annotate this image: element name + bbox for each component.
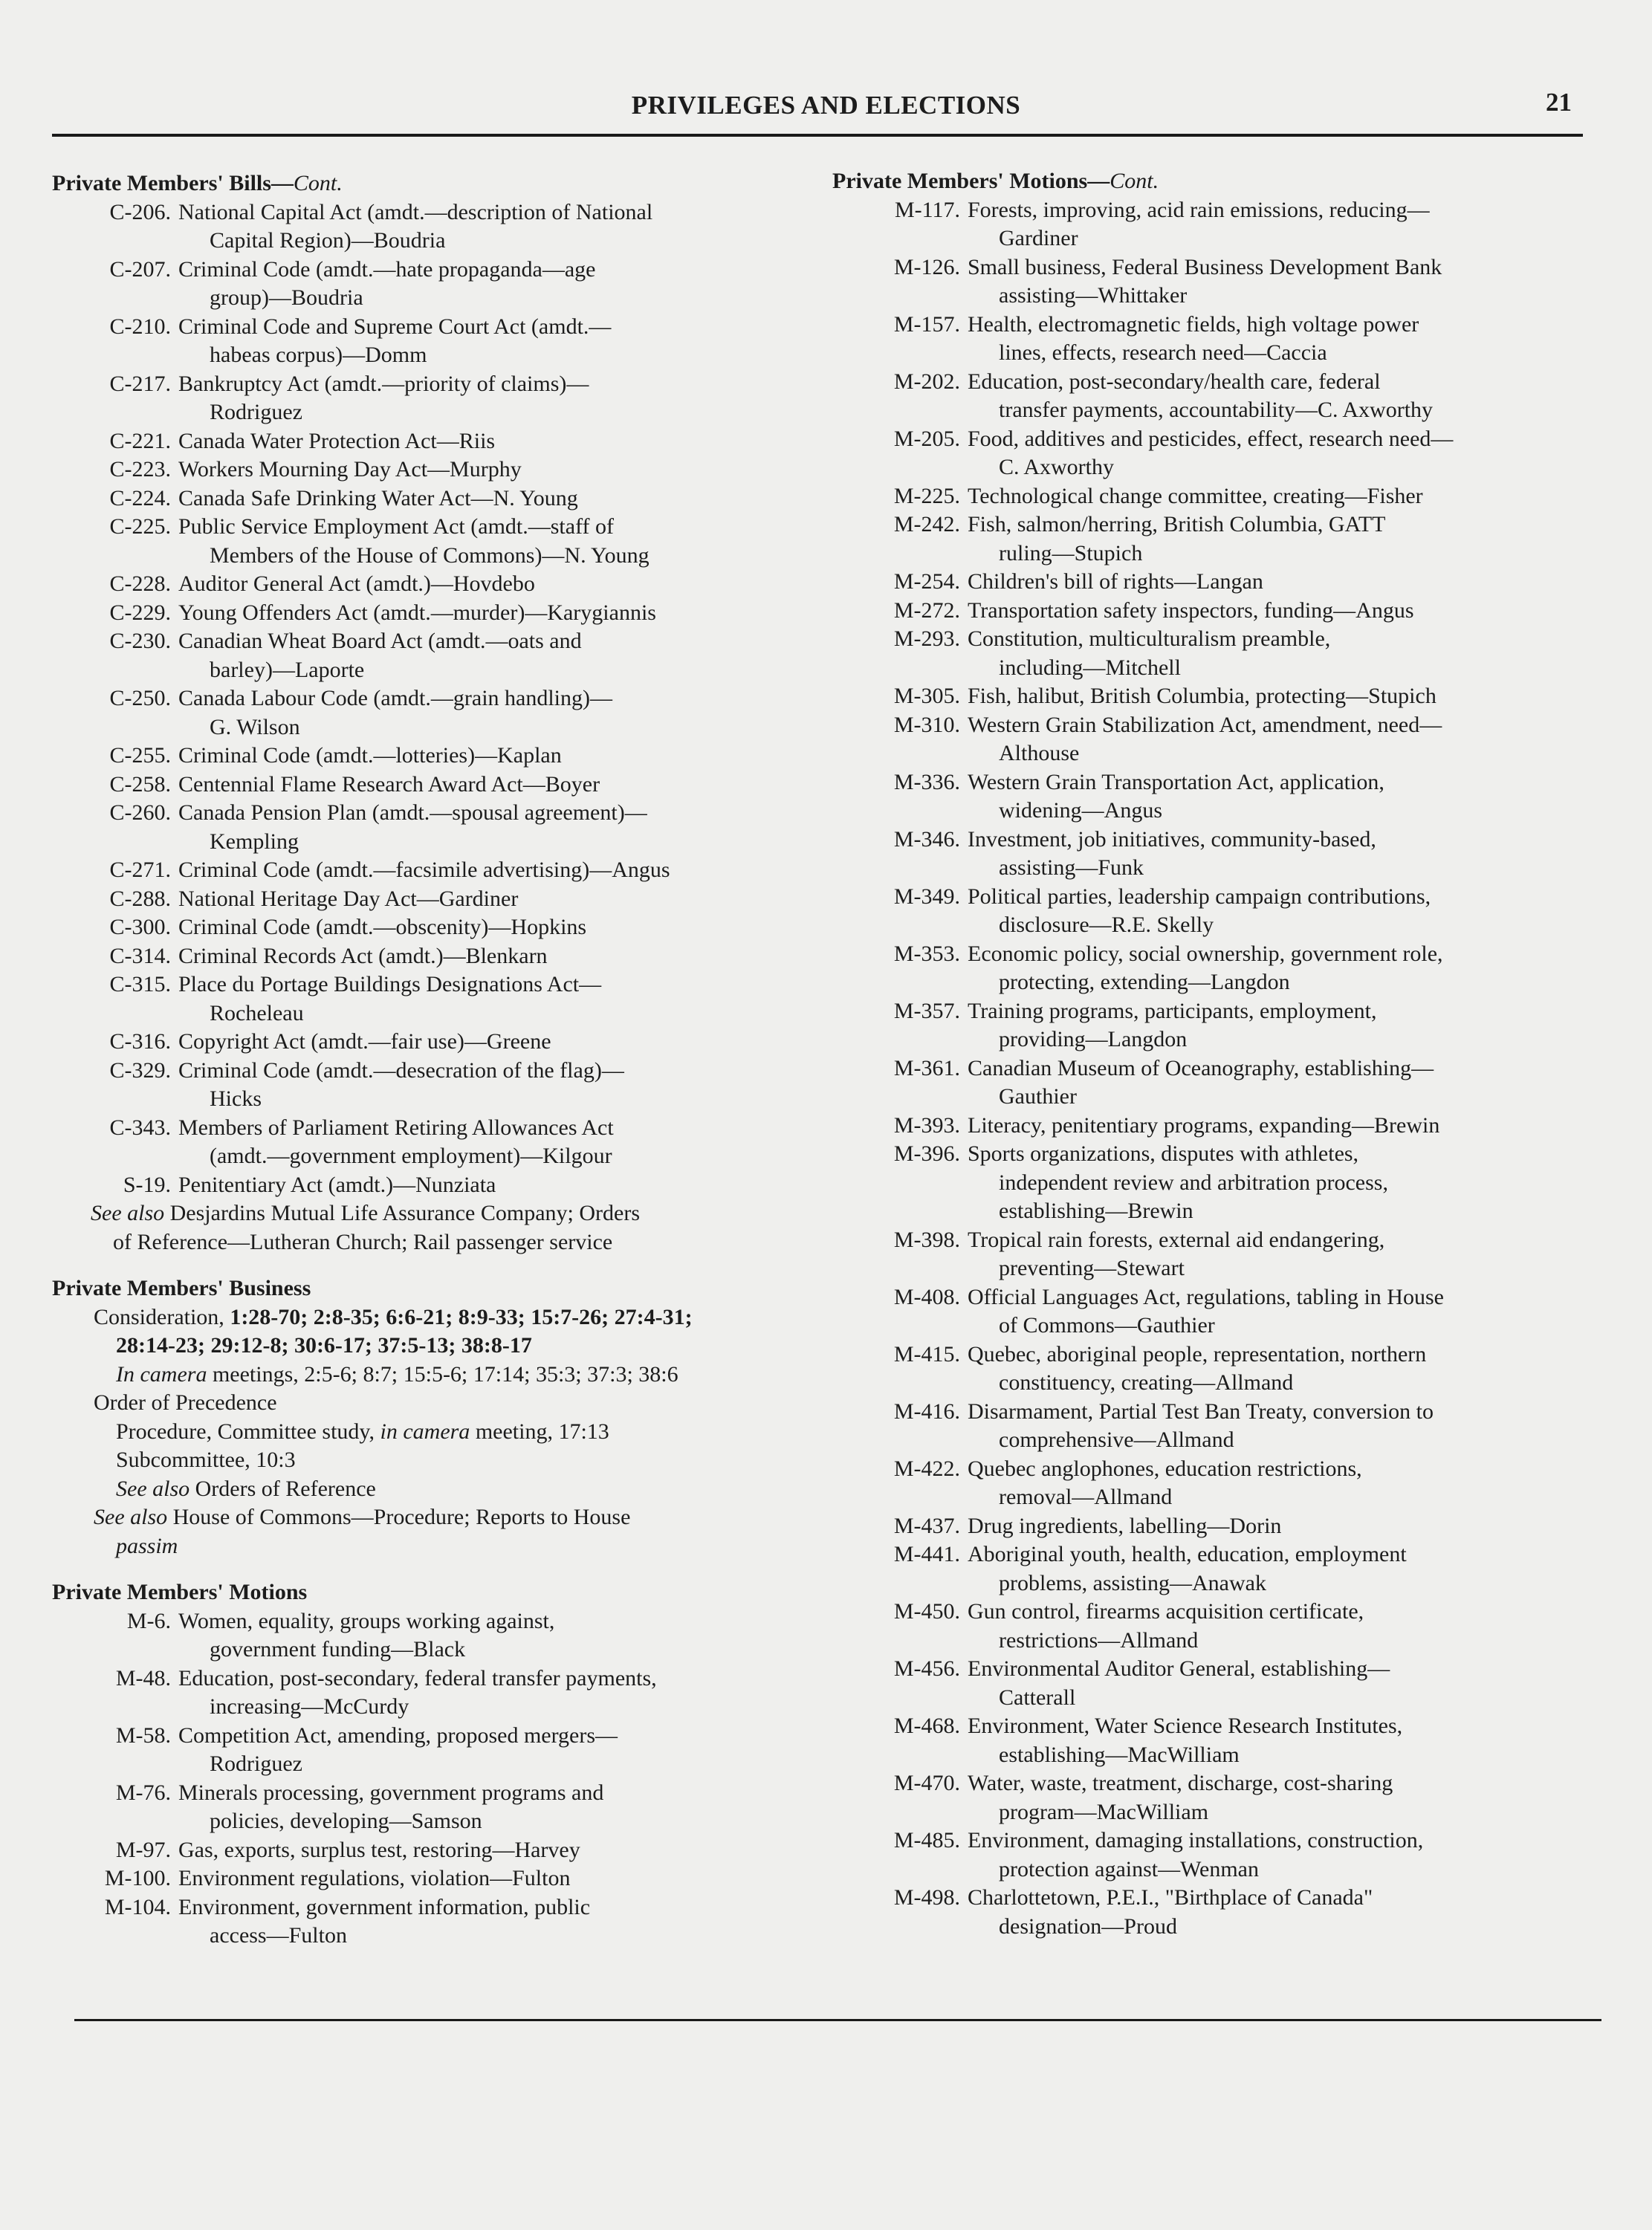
bill-entry bbox=[52, 913, 817, 942]
entry-code: C-229. bbox=[109, 600, 171, 625]
motion-entry bbox=[832, 826, 1583, 883]
entry-text-line: government funding—Black bbox=[210, 1637, 466, 1662]
entry-code: M-441. bbox=[893, 1542, 960, 1566]
entry-text-line: Political parties, leadership campaign contributions, bbox=[968, 884, 1431, 909]
entry-code: S-19. bbox=[123, 1172, 171, 1197]
entry-code: C-221. bbox=[109, 428, 171, 453]
entry-code: M-415. bbox=[893, 1341, 960, 1367]
entry-text-line: Canada Labour Code (amdt.—grain handling)— bbox=[178, 686, 613, 710]
entry-text-line: Minerals processing, government programs and bbox=[178, 1780, 604, 1805]
entry-text-line: Fish, salmon/herring, British Columbia, GATT bbox=[968, 512, 1386, 537]
motion-entry bbox=[832, 568, 1583, 597]
entry-text-line: Environment regulations, violation—Fulton bbox=[178, 1866, 571, 1890]
entry-text-line: lines, effects, research need—Caccia bbox=[999, 340, 1327, 365]
entry-text-line: Workers Mourning Day Act—Murphy bbox=[178, 457, 522, 482]
motion-entry bbox=[52, 1607, 817, 1665]
entry-code: M-408. bbox=[893, 1284, 960, 1309]
entry-text-line: Canada Water Protection Act—Riis bbox=[178, 428, 496, 453]
entry-text-line: protecting, extending—Langdon bbox=[999, 970, 1290, 994]
motion-entry bbox=[832, 1398, 1583, 1455]
entry-text-line: Members of the House of Commons)—N. Young bbox=[210, 542, 650, 568]
entry-text-line: Food, additives and pesticides, effect, research need— bbox=[968, 426, 1454, 451]
motion-entry bbox=[832, 1140, 1583, 1226]
entry-text-line: Canadian Wheat Board Act (amdt.—oats and bbox=[178, 629, 582, 653]
motion-entry bbox=[52, 1836, 817, 1865]
motion-entry bbox=[832, 1712, 1583, 1769]
bill-entry bbox=[52, 427, 817, 456]
entry-text-line: Small business, Federal Business Development Bank bbox=[968, 254, 1442, 279]
bill-entry bbox=[52, 1028, 817, 1057]
entry-code: M-202. bbox=[893, 369, 960, 394]
entry-code: C-225. bbox=[109, 514, 171, 539]
entry-code: M-470. bbox=[893, 1771, 960, 1795]
entry-text-line: restrictions—Allmand bbox=[999, 1627, 1199, 1653]
motion-entry bbox=[832, 1112, 1583, 1141]
motion-entry bbox=[832, 1226, 1583, 1283]
entry-code: C-288. bbox=[109, 886, 171, 911]
entry-text-line: establishing—Brewin bbox=[999, 1199, 1193, 1223]
entry-text-line: providing—Langdon bbox=[999, 1027, 1188, 1051]
bill-entry bbox=[52, 513, 817, 570]
bill-entry bbox=[52, 970, 817, 1028]
entry-text-line: Sports organizations, disputes with athletes, bbox=[968, 1141, 1359, 1166]
bill-entry bbox=[52, 570, 817, 599]
entry-text-line: Criminal Code (amdt.—lotteries)—Kaplan bbox=[178, 743, 562, 768]
entry-text-line: comprehensive—Allmand bbox=[999, 1427, 1234, 1452]
entry-code: M-48. bbox=[115, 1665, 171, 1691]
motion-entry bbox=[832, 425, 1583, 482]
entry-text-line: Quebec anglophones, education restrictions, bbox=[968, 1456, 1362, 1481]
entry-text-line: Aboriginal youth, health, education, employment bbox=[968, 1542, 1407, 1566]
business-order-of-precedence: Order of Precedence bbox=[94, 1390, 277, 1415]
entry-text-line: Gardiner bbox=[999, 226, 1078, 250]
entry-code: C-260. bbox=[109, 800, 171, 825]
entry-code: M-468. bbox=[893, 1714, 960, 1738]
entry-text-line: Tropical rain forests, external aid endangering, bbox=[968, 1227, 1385, 1252]
bill-entry bbox=[52, 856, 817, 885]
entry-code: M-396. bbox=[893, 1141, 960, 1166]
entry-text-line: Centennial Flame Research Award Act—Boyer bbox=[178, 771, 600, 797]
entry-text-line: assisting—Funk bbox=[999, 855, 1144, 880]
entry-code: C-329. bbox=[109, 1057, 171, 1083]
entry-code: M-254. bbox=[893, 569, 960, 594]
entry-text-line: Economic policy, social ownership, government role, bbox=[968, 941, 1443, 966]
business-subcommittee: Subcommittee, 10:3 bbox=[116, 1448, 296, 1472]
entry-text-line: Training programs, participants, employment, bbox=[968, 998, 1377, 1023]
entry-code: M-393. bbox=[893, 1112, 960, 1138]
motion-entry bbox=[832, 1455, 1583, 1512]
entry-code: C-258. bbox=[109, 771, 171, 797]
motion-entry bbox=[832, 1512, 1583, 1541]
entry-text-line: constituency, creating—Allmand bbox=[999, 1370, 1294, 1395]
entry-text-line: Place du Portage Buildings Designations Act— bbox=[178, 972, 602, 996]
entry-text-line: Canada Safe Drinking Water Act—N. Young bbox=[178, 485, 578, 510]
entry-code: M-336. bbox=[893, 769, 960, 794]
bill-entry bbox=[52, 599, 817, 628]
entry-text-line: problems, assisting—Anawak bbox=[999, 1570, 1266, 1595]
entry-code: M-205. bbox=[893, 426, 960, 451]
bill-entry bbox=[52, 1171, 817, 1200]
entry-text-line: assisting—Whittaker bbox=[999, 283, 1188, 308]
entry-code: M-6. bbox=[126, 1608, 171, 1633]
entry-code: M-349. bbox=[893, 884, 960, 909]
bill-entry bbox=[52, 684, 817, 742]
entry-text-line: independent review and arbitration process, bbox=[999, 1170, 1388, 1195]
entry-text-line: Education, post-secondary, federal transfer payments, bbox=[178, 1665, 657, 1691]
entry-text-line: Criminal Code (amdt.—desecration of the flag)— bbox=[178, 1057, 624, 1083]
motion-entry bbox=[832, 482, 1583, 511]
entry-text-line: Copyright Act (amdt.—fair use)—Greene bbox=[178, 1029, 551, 1054]
entry-text-line: preventing—Stewart bbox=[999, 1256, 1185, 1280]
bill-entry bbox=[52, 771, 817, 800]
entry-code: C-224. bbox=[109, 485, 171, 510]
section-heading-bills: Private Members' Bills—Cont. bbox=[52, 171, 343, 195]
entry-text-line: Investment, job initiatives, community-based, bbox=[968, 826, 1376, 852]
motion-entry bbox=[832, 1769, 1583, 1827]
entry-text-line: Gun control, firearms acquisition certificate, bbox=[968, 1599, 1364, 1624]
entry-text-line: Drug ingredients, labelling—Dorin bbox=[968, 1513, 1282, 1538]
motion-entry bbox=[832, 368, 1583, 425]
entry-text-line: Western Grain Stabilization Act, amendment, need— bbox=[968, 712, 1442, 737]
motion-entry bbox=[832, 711, 1583, 768]
entry-text-line: Western Grain Transportation Act, application, bbox=[968, 769, 1384, 794]
entry-code: M-450. bbox=[893, 1599, 960, 1624]
motion-entry bbox=[832, 768, 1583, 826]
entry-text-line: Gauthier bbox=[999, 1084, 1077, 1109]
entry-text-line: Kempling bbox=[210, 829, 299, 854]
motion-entry bbox=[52, 1779, 817, 1836]
entry-code: C-255. bbox=[109, 743, 171, 768]
entry-text-line: Health, electromagnetic fields, high voltage power bbox=[968, 311, 1419, 337]
entry-text-line: National Capital Act (amdt.—description of National bbox=[178, 199, 653, 224]
entry-text-line: G. Wilson bbox=[210, 714, 300, 739]
entry-code: C-300. bbox=[109, 915, 171, 939]
entry-text-line: program—MacWilliam bbox=[999, 1799, 1209, 1824]
entry-text-line: Environmental Auditor General, establishing— bbox=[968, 1656, 1390, 1681]
entry-text-line: disclosure—R.E. Skelly bbox=[999, 913, 1214, 937]
entry-text-line: protection against—Wenman bbox=[999, 1856, 1259, 1881]
entry-text-line: Official Languages Act, regulations, tabling in House bbox=[968, 1284, 1444, 1309]
entry-text-line: Auditor General Act (amdt.)—Hovdebo bbox=[178, 571, 535, 596]
motion-entry bbox=[832, 1054, 1583, 1112]
business-see-also: See also House of Commons—Procedure; Reports to House passim bbox=[94, 1505, 631, 1558]
entry-code: C-223. bbox=[109, 457, 171, 482]
bills-list bbox=[52, 198, 817, 1200]
entry-code: C-250. bbox=[109, 686, 171, 710]
entry-text-line: Literacy, penitentiary programs, expanding—Brewin bbox=[968, 1112, 1440, 1138]
entry-text-line: Environment, Water Science Research Institutes, bbox=[968, 1714, 1403, 1738]
entry-text-line: access—Fulton bbox=[210, 1923, 347, 1948]
entry-code: M-126. bbox=[893, 254, 960, 279]
entry-code: M-225. bbox=[893, 483, 960, 508]
entry-text-line: Water, waste, treatment, discharge, cost-sharing bbox=[968, 1771, 1393, 1795]
see-also-label: See also bbox=[91, 1201, 165, 1225]
business-consideration: Consideration, 1:28-70; 2:8-35; 6:6-21; 8:9-33; 15:7-26; 27:4-31; 28:14-23; 29:12-8; 30:6-17; 37:5-13; 38:8-17 bbox=[94, 1304, 693, 1358]
motion-entry bbox=[52, 1893, 817, 1951]
motion-entry bbox=[832, 196, 1583, 253]
motion-entry bbox=[832, 1540, 1583, 1598]
entry-text-line: Charlottetown, P.E.I., "Birthplace of Canada" bbox=[968, 1885, 1373, 1910]
entry-text-line: Criminal Code and Supreme Court Act (amdt.— bbox=[178, 314, 612, 339]
entry-text-line: Public Service Employment Act (amdt.—staff of bbox=[178, 514, 614, 539]
motion-entry bbox=[832, 597, 1583, 626]
bill-entry bbox=[52, 370, 817, 427]
entry-code: M-242. bbox=[893, 512, 960, 537]
entry-code: C-207. bbox=[109, 256, 171, 282]
entry-code: C-271. bbox=[109, 858, 171, 882]
entry-text-line: transfer payments, accountability—C. Axworthy bbox=[999, 398, 1434, 422]
motion-entry bbox=[832, 311, 1583, 368]
entry-code: M-456. bbox=[893, 1656, 960, 1681]
entry-text-line: of Commons—Gauthier bbox=[999, 1313, 1215, 1338]
entry-code: M-293. bbox=[893, 626, 960, 651]
entry-code: C-314. bbox=[109, 943, 171, 968]
entry-code: C-228. bbox=[109, 571, 171, 596]
bill-entry bbox=[52, 313, 817, 370]
motion-entry bbox=[832, 1341, 1583, 1398]
entry-text-line: National Heritage Day Act—Gardiner bbox=[178, 886, 519, 911]
entry-text-line: Althouse bbox=[999, 741, 1080, 765]
entry-code: M-485. bbox=[893, 1828, 960, 1853]
bill-entry bbox=[52, 942, 817, 971]
entry-text-line: habeas corpus)—Domm bbox=[210, 343, 427, 367]
left-column bbox=[52, 169, 817, 1951]
entry-code: C-316. bbox=[109, 1029, 171, 1054]
entry-text-line: Criminal Code (amdt.—obscenity)—Hopkins bbox=[178, 915, 587, 939]
bill-entry bbox=[52, 627, 817, 684]
motion-entry bbox=[832, 625, 1583, 682]
footer-rule bbox=[74, 2019, 1601, 2021]
entry-text-line: Gas, exports, surplus test, restoring—Harvey bbox=[178, 1837, 580, 1862]
entry-code: C-217. bbox=[109, 371, 171, 396]
bill-entry bbox=[52, 456, 817, 484]
entry-code: M-357. bbox=[893, 998, 960, 1023]
entry-text-line: Hicks bbox=[210, 1086, 262, 1111]
entry-text-line: Bankruptcy Act (amdt.—priority of claims)— bbox=[178, 371, 589, 396]
entry-text-line: Forests, improving, acid rain emissions, reducing— bbox=[968, 197, 1430, 222]
bill-entry bbox=[52, 198, 817, 256]
entry-text-line: Catterall bbox=[999, 1685, 1076, 1710]
business-in-camera: In camera meetings, 2:5-6; 8:7; 15:5-6; 17:14; 35:3; 37:3; 38:6 bbox=[116, 1361, 678, 1387]
entry-text-line: Disarmament, Partial Test Ban Treaty, conversion to bbox=[968, 1398, 1434, 1424]
bill-entry bbox=[52, 256, 817, 313]
entry-text-line: Competition Act, amending, proposed mergers— bbox=[178, 1722, 618, 1748]
entry-text-line: Young Offenders Act (amdt.—murder)—Karygiannis bbox=[178, 600, 656, 625]
motion-entry bbox=[832, 682, 1583, 711]
entry-code: M-398. bbox=[893, 1227, 960, 1252]
entry-text-line: ruling—Stupich bbox=[999, 540, 1143, 565]
entry-text-line: Fish, halibut, British Columbia, protecting—Stupich bbox=[968, 684, 1436, 708]
entry-text-line: Technological change committee, creating—Fisher bbox=[968, 483, 1423, 508]
bill-entry bbox=[52, 484, 817, 513]
entry-text-line: Children's bill of rights—Langan bbox=[968, 569, 1263, 594]
entry-text-line: widening—Angus bbox=[999, 798, 1162, 823]
motion-entry bbox=[52, 1722, 817, 1779]
entry-text-line: policies, developing—Samson bbox=[210, 1809, 482, 1833]
entry-text-line: Environment, government information, public bbox=[178, 1894, 591, 1919]
entry-code: M-104. bbox=[104, 1894, 171, 1919]
entry-code: C-343. bbox=[109, 1115, 171, 1140]
entry-code: M-97. bbox=[115, 1837, 171, 1862]
bill-entry bbox=[52, 1114, 817, 1171]
motion-entry bbox=[832, 510, 1583, 568]
motion-entry bbox=[52, 1665, 817, 1722]
entry-text-line: establishing—MacWilliam bbox=[999, 1742, 1240, 1767]
motion-entry bbox=[832, 1827, 1583, 1884]
entry-code: M-353. bbox=[893, 941, 960, 966]
left-motions-list bbox=[52, 1607, 817, 1951]
entry-text-line: Canadian Museum of Oceanography, establishing— bbox=[968, 1055, 1434, 1080]
entry-code: M-76. bbox=[115, 1780, 171, 1805]
motion-entry bbox=[832, 997, 1583, 1054]
motion-entry bbox=[832, 883, 1583, 940]
motion-entry bbox=[832, 1283, 1583, 1341]
entry-text-line: (amdt.—government employment)—Kilgour bbox=[210, 1144, 612, 1168]
entry-text-line: including—Mitchell bbox=[999, 655, 1181, 680]
entry-code: M-437. bbox=[893, 1513, 960, 1538]
entry-text-line: Canada Pension Plan (amdt.—spousal agreement)— bbox=[178, 800, 647, 825]
entry-text-line: Criminal Code (amdt.—facsimile advertising)—Angus bbox=[178, 858, 670, 882]
entry-code: M-157. bbox=[893, 311, 960, 337]
entry-text-line: barley)—Laporte bbox=[210, 657, 365, 682]
section-heading-motions: Private Members' Motions bbox=[52, 1580, 308, 1604]
entry-code: C-230. bbox=[109, 629, 171, 653]
entry-code: M-416. bbox=[893, 1398, 960, 1424]
entry-text-line: Members of Parliament Retiring Allowances Act bbox=[178, 1115, 614, 1140]
entry-code: M-305. bbox=[893, 684, 960, 708]
right-motions-list bbox=[832, 196, 1583, 1942]
entry-text-line: group)—Boudria bbox=[210, 285, 363, 310]
entry-text-line: Criminal Records Act (amdt.)—Blenkarn bbox=[178, 943, 548, 968]
entry-text-line: removal—Allmand bbox=[999, 1485, 1173, 1509]
entry-code: M-58. bbox=[115, 1722, 171, 1748]
entry-text-line: Rodriguez bbox=[210, 400, 302, 424]
entry-text-line: Rocheleau bbox=[210, 1000, 304, 1025]
page-title: PRIVILEGES AND ELECTIONS bbox=[631, 91, 1021, 120]
entry-text-line: Education, post-secondary/health care, federal bbox=[968, 369, 1381, 394]
section-heading-business: Private Members' Business bbox=[52, 1276, 311, 1300]
motion-entry bbox=[832, 1598, 1583, 1655]
right-column bbox=[832, 167, 1583, 1941]
motion-entry bbox=[52, 1864, 817, 1893]
motion-entry bbox=[832, 253, 1583, 311]
bill-entry bbox=[52, 742, 817, 771]
entry-text-line: Quebec, aboriginal people, representation, northern bbox=[968, 1341, 1427, 1367]
entry-code: M-100. bbox=[104, 1866, 171, 1890]
entry-text-line: Capital Region)—Boudria bbox=[210, 228, 446, 253]
entry-text-line: Transportation safety inspectors, funding—Angus bbox=[968, 597, 1414, 623]
entry-code: C-315. bbox=[109, 972, 171, 996]
entry-text-line: C. Axworthy bbox=[999, 455, 1115, 479]
header-rule bbox=[52, 134, 1583, 137]
entry-text-line: Criminal Code (amdt.—hate propaganda—age bbox=[178, 256, 596, 282]
entry-text-line: Constitution, multiculturalism preamble, bbox=[968, 626, 1331, 651]
bill-entry bbox=[52, 799, 817, 856]
business-procedure: Procedure, Committee study, in camera meeting, 17:13 bbox=[116, 1419, 609, 1444]
entry-code: C-210. bbox=[109, 314, 171, 339]
entry-code: M-422. bbox=[893, 1456, 960, 1481]
motion-entry bbox=[832, 940, 1583, 997]
entry-text-line: designation—Proud bbox=[999, 1913, 1177, 1939]
bills-see-also: See also Desjardins Mutual Life Assurance Company; Orders of Reference—Lutheran Church; Rail passenger service bbox=[91, 1201, 640, 1254]
entry-code: C-206. bbox=[109, 199, 171, 224]
bill-entry bbox=[52, 885, 817, 914]
entry-code: M-361. bbox=[893, 1055, 960, 1080]
bill-entry bbox=[52, 1057, 817, 1114]
motion-entry bbox=[832, 1884, 1583, 1941]
entry-code: M-346. bbox=[893, 826, 960, 852]
business-sub-see-also: See also Orders of Reference bbox=[116, 1476, 376, 1501]
entry-code: M-310. bbox=[893, 712, 960, 737]
entry-text-line: Women, equality, groups working against, bbox=[178, 1608, 555, 1633]
entry-code: M-272. bbox=[893, 597, 960, 623]
entry-code: M-498. bbox=[893, 1885, 960, 1910]
entry-text-line: Rodriguez bbox=[210, 1751, 302, 1776]
entry-text-line: increasing—McCurdy bbox=[210, 1694, 409, 1719]
page-number: 21 bbox=[1546, 88, 1572, 117]
entry-text-line: Penitentiary Act (amdt.)—Nunziata bbox=[178, 1172, 496, 1197]
entry-code: M-117. bbox=[894, 197, 960, 222]
motion-entry bbox=[832, 1655, 1583, 1712]
entry-text-line: Environment, damaging installations, construction, bbox=[968, 1828, 1424, 1853]
section-heading-motions-cont: Private Members' Motions—Cont. bbox=[832, 169, 1159, 193]
